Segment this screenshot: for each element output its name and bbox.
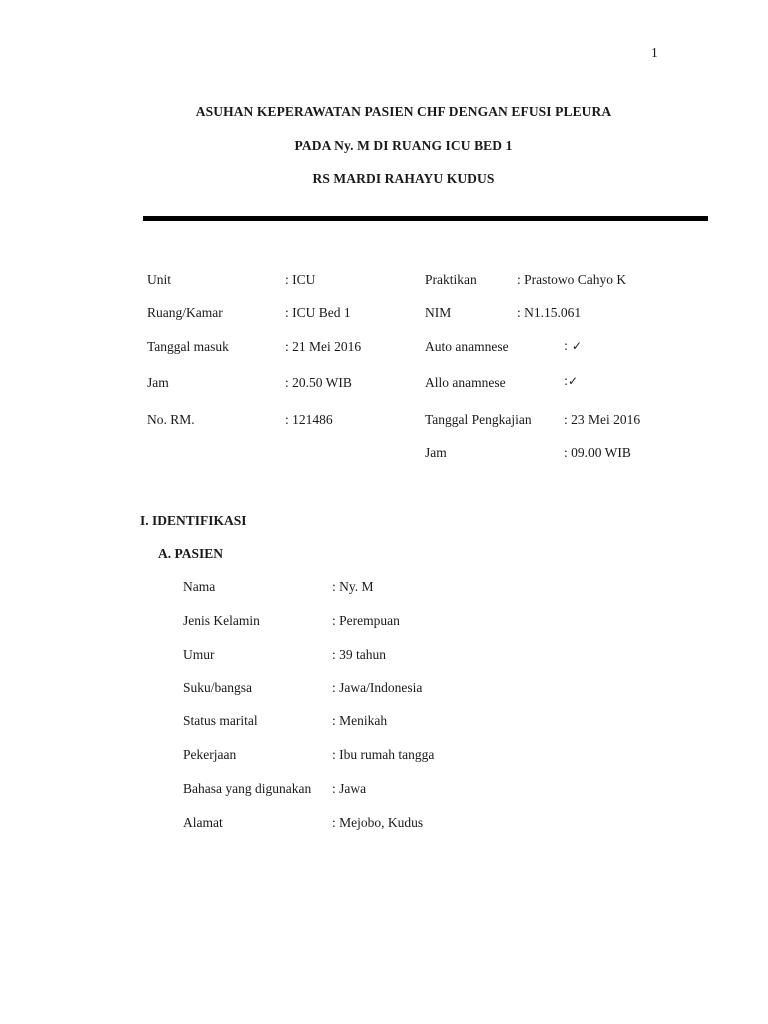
auto-anamnese-label: Auto anamnese <box>425 339 509 354</box>
no-rm-label: No. RM. <box>147 412 195 427</box>
praktikan-label: Praktikan <box>425 272 477 287</box>
title-line-1: ASUHAN KEPERAWATAN PASIEN CHF DENGAN EFUSI PLEURA <box>195 104 612 119</box>
ruang-value: : ICU Bed 1 <box>285 305 351 320</box>
no-rm-value: : 121486 <box>285 412 333 427</box>
pekerjaan-label: Pekerjaan <box>183 747 237 762</box>
title-line-3: RS MARDI RAHAYU KUDUS <box>312 171 495 186</box>
suku-bangsa-value: : Jawa/Indonesia <box>332 680 423 695</box>
tanggal-masuk-value: : 21 Mei 2016 <box>285 339 362 354</box>
nama-label: Nama <box>183 579 216 594</box>
jam-value: : 20.50 WIB <box>285 375 352 390</box>
umur-label: Umur <box>183 647 215 662</box>
pekerjaan-value: : Ibu rumah tangga <box>332 747 435 762</box>
suku-bangsa-label: Suku/bangsa <box>183 680 252 695</box>
jam-pengkajian-label: Jam <box>425 445 447 460</box>
umur-value: : 39 tahun <box>332 647 386 662</box>
title-divider <box>143 216 708 221</box>
status-marital-label: Status marital <box>183 713 258 728</box>
ruang-label: Ruang/Kamar <box>147 305 223 320</box>
tanggal-pengkajian-value: : 23 Mei 2016 <box>564 412 641 427</box>
unit-label: Unit <box>147 272 172 287</box>
jenis-kelamin-value: : Perempuan <box>332 613 400 628</box>
page-number: 1 <box>651 45 658 60</box>
alamat-label: Alamat <box>183 815 223 830</box>
nim-value: : N1.15.061 <box>517 305 582 320</box>
praktikan-value: : Prastowo Cahyo K <box>517 272 627 287</box>
unit-value: : ICU <box>285 272 316 287</box>
nama-value: : Ny. M <box>332 579 374 594</box>
jam-label: Jam <box>147 375 169 390</box>
auto-anamnese-check-icon: : ✓ <box>564 339 582 353</box>
title-line-2: PADA Ny. M DI RUANG ICU BED 1 <box>294 138 513 153</box>
subsection-pasien-heading: A. PASIEN <box>158 546 224 561</box>
bahasa-value: : Jawa <box>332 781 367 796</box>
allo-anamnese-check-icon: :✓ <box>564 374 579 388</box>
section-identifikasi-heading: I. IDENTIFIKASI <box>140 513 247 528</box>
tanggal-masuk-label: Tanggal masuk <box>147 339 229 354</box>
nim-label: NIM <box>425 305 452 320</box>
status-marital-value: : Menikah <box>332 713 388 728</box>
jenis-kelamin-label: Jenis Kelamin <box>183 613 260 628</box>
tanggal-pengkajian-label: Tanggal Pengkajian <box>425 412 532 427</box>
alamat-value: : Mejobo, Kudus <box>332 815 424 830</box>
jam-pengkajian-value: : 09.00 WIB <box>564 445 631 460</box>
allo-anamnese-label: Allo anamnese <box>425 375 506 390</box>
bahasa-label: Bahasa yang digunakan <box>183 781 312 796</box>
